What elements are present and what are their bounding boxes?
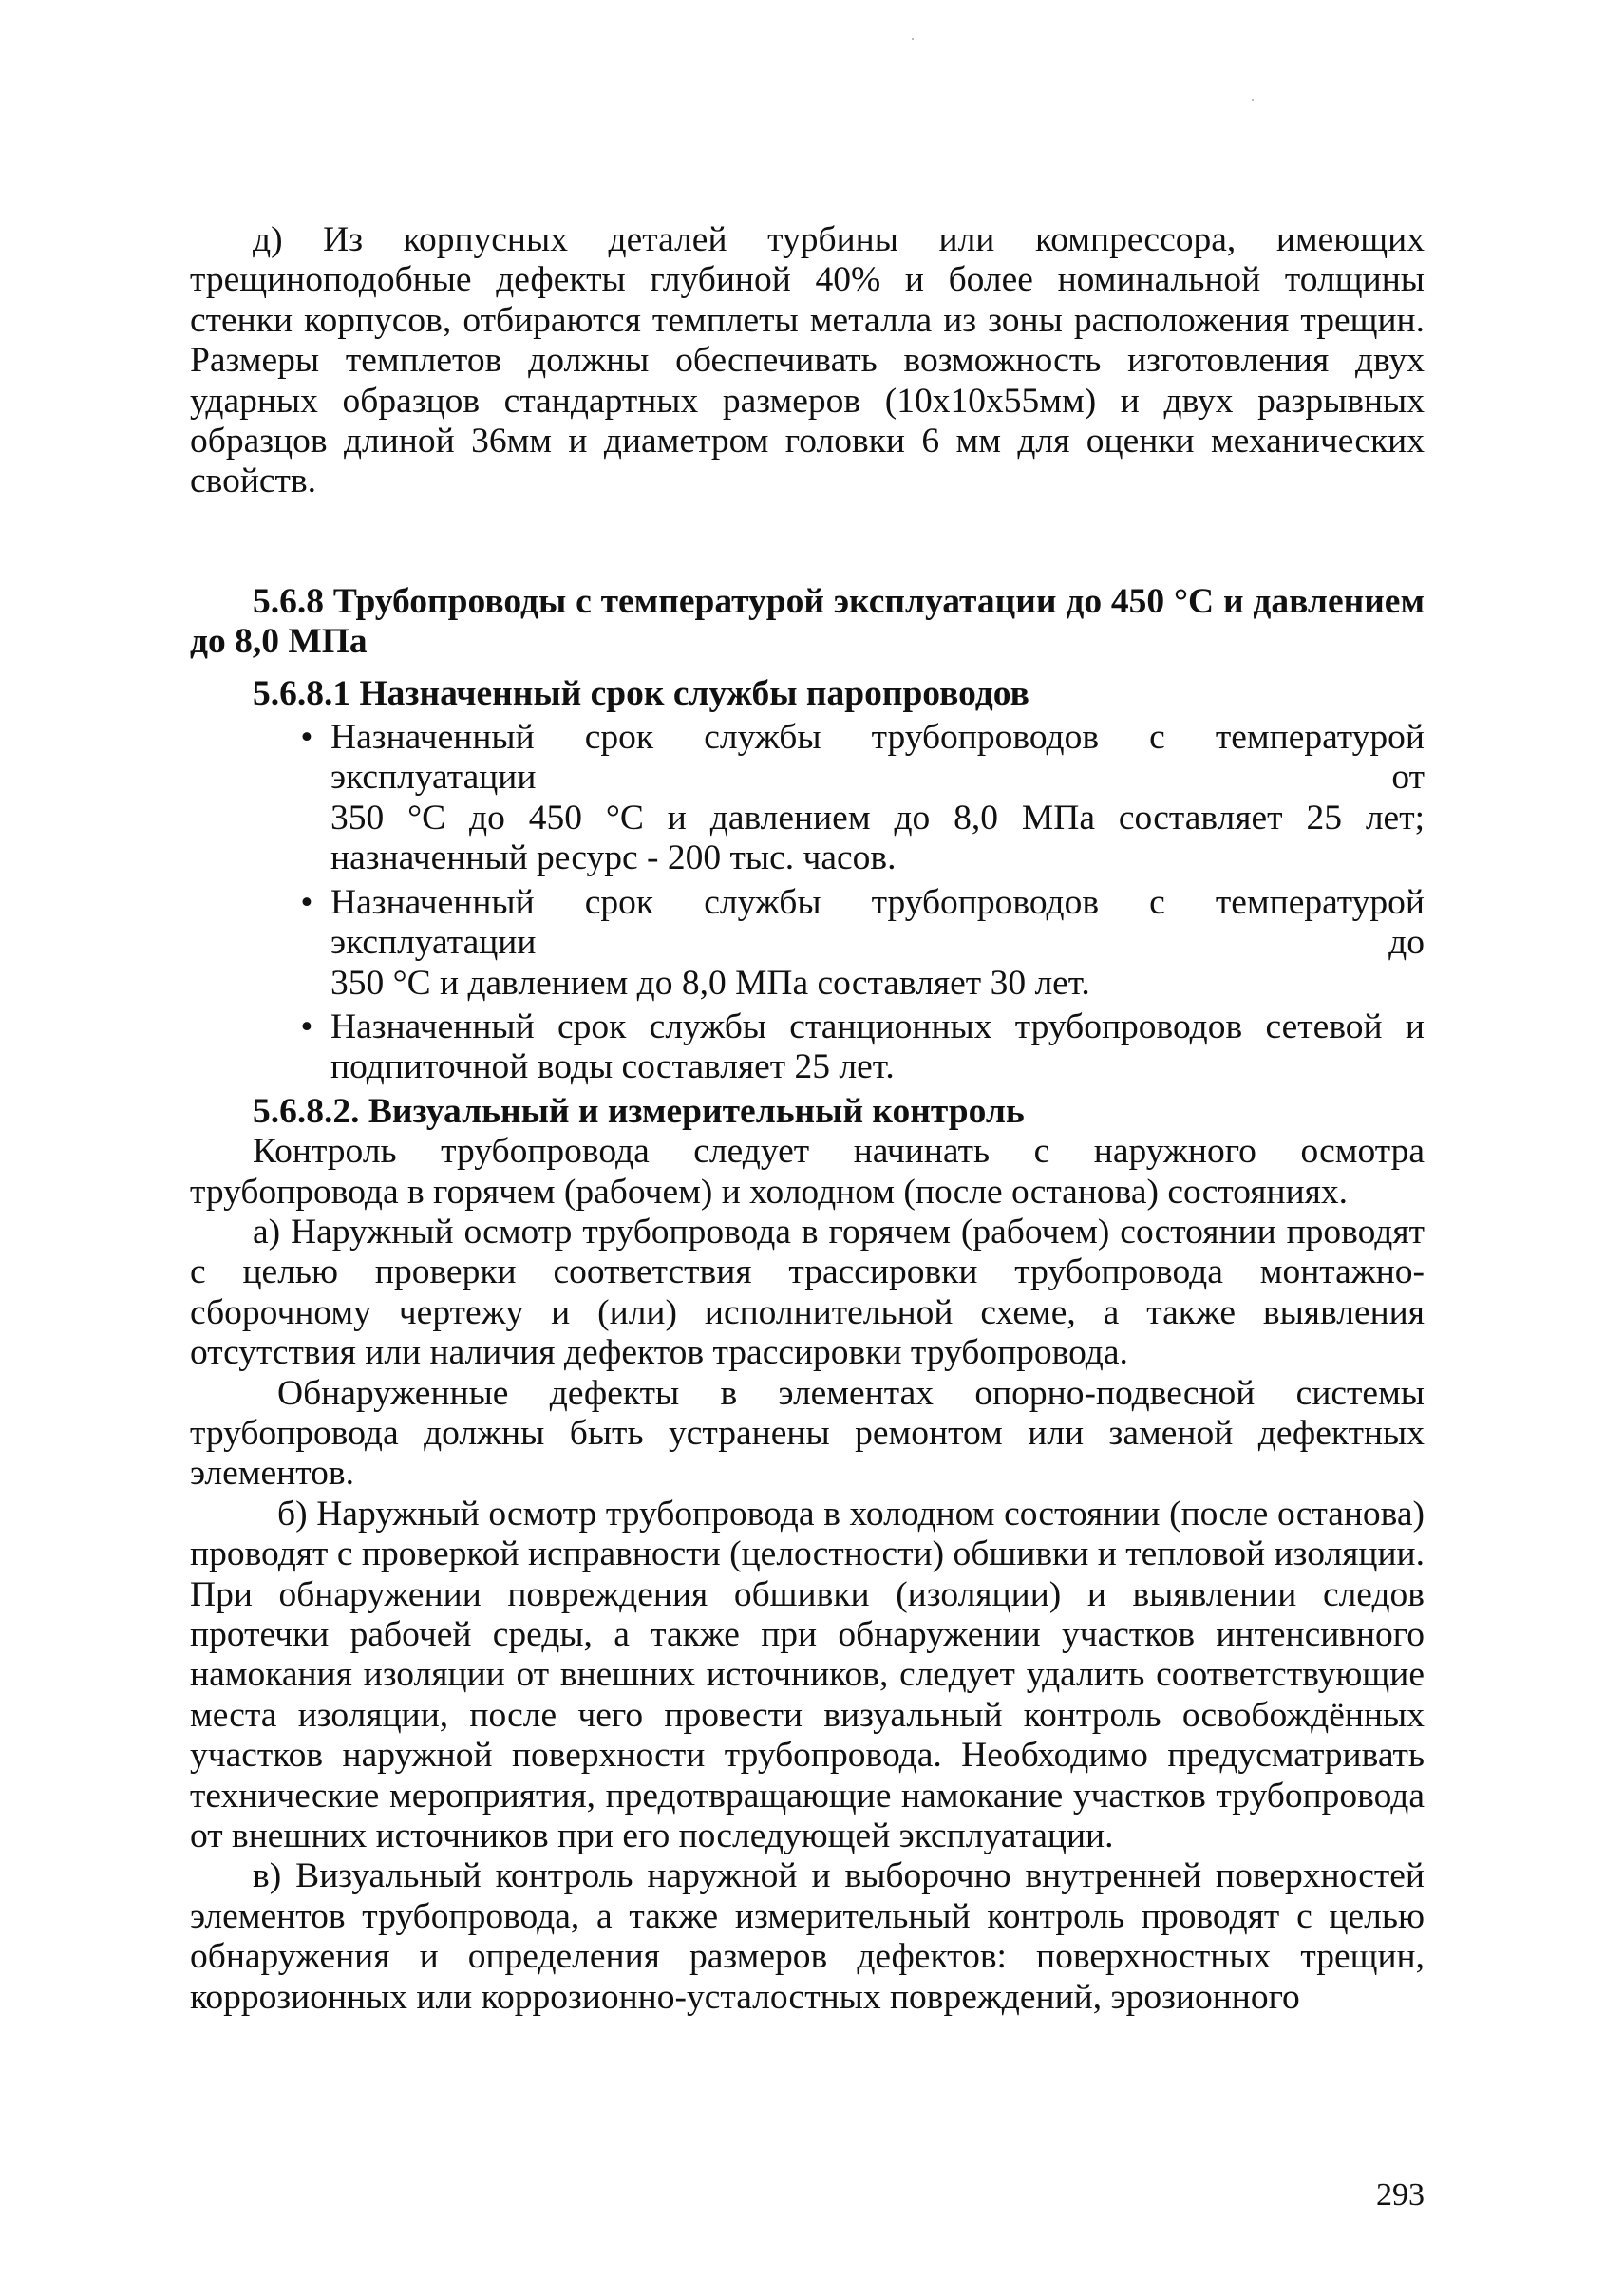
page-content	[190, 220, 1425, 2018]
section-heading-5-6-8: 5.6.8 Трубопроводы с температурой эксплуатации до 450 °С и давлением до 8,0 МПа	[190, 581, 1425, 662]
page-number: 293	[1376, 2177, 1425, 2212]
paragraph-a: а) Наружный осмотр трубопровода в горячем (рабочем) состоянии проводят с целью проверки соответствия трассировки трубопровода монтажно-сборочному чертежу и (или) исполнительной схеме, а также выявления отсутствия или наличия дефектов трассировки трубопровода.	[190, 1212, 1425, 1373]
list-item	[190, 883, 1425, 1004]
paragraph-d: д) Из корпусных деталей турбины или компрессора, имеющих трещиноподобные дефекты глубиной 40% и более номинальной толщины стенки корпусов, отбираются темплеты металла из зоны расположения трещин. Размеры темплетов должны обеспечивать возможность изготовления двух ударных образцов стандартных размеров (10х10х55мм) и двух разрывных образцов длиной 36мм и диаметром головки 6 мм для оценки механических свойств.	[190, 220, 1425, 501]
section-heading-5-6-8-1: 5.6.8.1 Назначенный срок службы паропроводов	[253, 673, 1029, 713]
list-item-line: Назначенный срок службы трубопроводов с температурой эксплуатации от	[330, 718, 1425, 798]
list-item-line: Назначенный срок службы станционных трубопроводов сетевой и подпиточной воды составляет 25 лет.	[330, 1007, 1425, 1087]
bullet-icon: •	[300, 1007, 313, 1046]
paragraph-control: Контроль трубопровода следует начинать с наружного осмотра трубопровода в горячем (рабочем) и холодном (после останова) состояниях.	[190, 1132, 1425, 1212]
list-item-line: 350 °С и давлением до 8,0 МПа составляет 30 лет.	[330, 963, 1090, 1003]
list-item-line: 350 °С до 450 °С и давлением до 8,0 МПа составляет 25 лет; назначенный ресурс - 200 тыс. часов.	[330, 798, 1425, 878]
list-item	[190, 1007, 1425, 1088]
scan-speck	[912, 38, 914, 40]
paragraph-v: в) Визуальный контроль наружной и выборочно внутренней поверхностей элементов трубопровода, а также измерительный контроль проводят с целью обнаружения и определения размеров дефектов: поверхностных трещин, коррозионных или коррозионно-усталостных повреждений, эрозионного	[190, 1856, 1425, 2017]
bullet-icon: •	[300, 882, 313, 922]
list-item	[190, 718, 1425, 879]
scan-speck	[1252, 99, 1254, 101]
bullet-icon: •	[300, 718, 313, 758]
list-item-line: Назначенный срок службы трубопроводов с температурой эксплуатации до	[330, 882, 1425, 963]
paragraph-defects: Обнаруженные дефекты в элементах опорно-подвесной системы трубопровода должны быть устранены ремонтом или заменой дефектных элементов.	[190, 1373, 1425, 1494]
section-heading-5-6-8-2: 5.6.8.2. Визуальный и измерительный контроль	[253, 1091, 1025, 1131]
paragraph-b: б) Наружный осмотр трубопровода в холодном состоянии (после останова) проводят с проверкой исправности (целостности) обшивки и тепловой изоляции. При обнаружении повреждения обшивки (изоляции) и выявлении следов протечки рабочей среды, а также при обнаружении участков интенсивного намокания изоляции от внешних источников, следует удалить соответствующие места изоляции, после чего провести визуальный контроль освобождённых участков наружной поверхности трубопровода. Необходимо предусматривать технические мероприятия, предотвращающие намокание участков трубопровода от внешних источников при его последующей эксплуатации.	[190, 1494, 1425, 1856]
